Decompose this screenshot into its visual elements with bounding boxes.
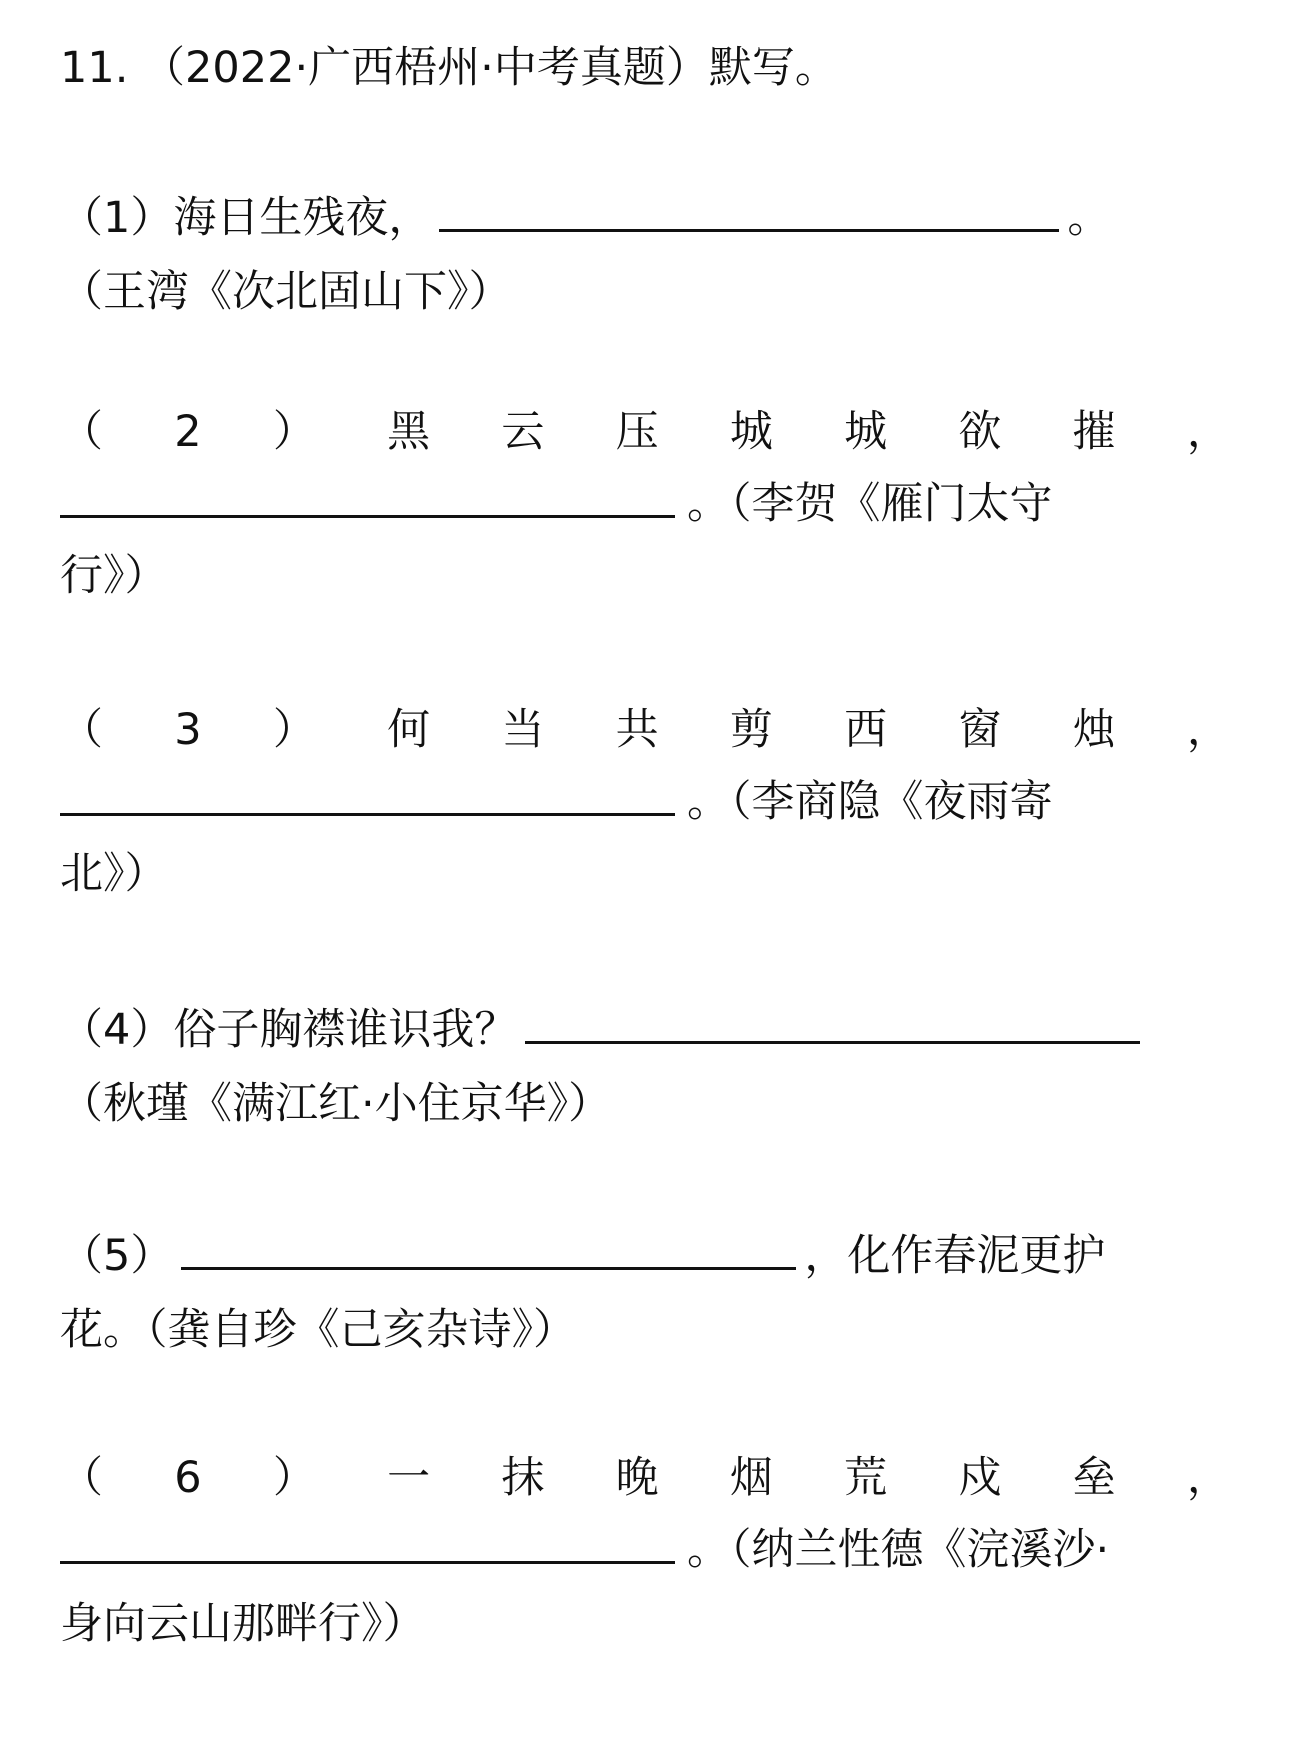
item-2-char: 云 [501, 407, 545, 457]
item-4-blank[interactable] [525, 1001, 1140, 1044]
item-2-after: 。（李贺《雁门太守 [687, 479, 1053, 529]
item-6-char: 抹 [501, 1453, 545, 1503]
item-4-line-1 [60, 1000, 1230, 1060]
item-3-blank[interactable] [60, 773, 675, 816]
item-6-char: 荒 [844, 1453, 888, 1503]
item-1-end: 。 [1067, 193, 1111, 243]
item-6-blank[interactable] [60, 1521, 675, 1564]
item-2-char: 压 [615, 407, 659, 457]
item-2-char: ） [272, 407, 316, 457]
item-3-char: 烛 [1072, 705, 1116, 755]
item-6-char: 戍 [958, 1453, 1002, 1503]
item-3-line-1 [60, 700, 1230, 760]
item-2-source-tail: 行》） [60, 551, 168, 601]
item-6-char: ， [1186, 1453, 1230, 1503]
item-3-after: 。（李商隐《夜雨寄 [687, 777, 1053, 827]
item-3-char: 窗 [958, 705, 1002, 755]
item-3-char: 共 [615, 705, 659, 755]
item-6-line-1 [60, 1448, 1230, 1508]
item-1-line-1 [60, 188, 1230, 248]
item-3-line-2 [60, 772, 1230, 832]
item-6-char: ） [272, 1453, 316, 1503]
item-1-source: （王湾《次北固山下》） [60, 267, 512, 317]
item-3-char: （ [60, 705, 103, 755]
item-2-char: 摧 [1072, 407, 1116, 457]
item-3-char: ， [1186, 705, 1230, 755]
item-2-char: ， [1186, 407, 1230, 457]
item-2-char: 城 [844, 407, 888, 457]
item-1-prompt: 海日生残夜， [173, 193, 432, 243]
item-3-char: 3 [174, 705, 202, 755]
item-6-char: 晚 [615, 1453, 659, 1503]
item-4-prompt: 俗子胸襟谁识我？ [173, 1005, 518, 1055]
item-6-char: 6 [174, 1453, 202, 1503]
item-2-char: 欲 [958, 407, 1002, 457]
item-2-line-1 [60, 402, 1230, 462]
question-header: 11. （2022·广西梧州·中考真题）默写。 [60, 43, 838, 93]
item-2-blank[interactable] [60, 475, 675, 518]
item-4-source: （秋瑾《满江红·小住京华》） [60, 1079, 612, 1129]
item-2-char: （ [60, 407, 103, 457]
item-5-line-1 [60, 1226, 1230, 1286]
item-3-source-tail: 北》） [60, 849, 168, 899]
item-5-source-tail: 花。（龚自珍《己亥杂诗》） [60, 1305, 576, 1355]
item-5-blank[interactable] [181, 1227, 796, 1270]
item-6-source-tail: 身向云山那畔行》） [60, 1599, 426, 1649]
item-5-number: （5） [60, 1231, 174, 1281]
item-4-number: （4） [60, 1005, 174, 1055]
item-6-after: 。（纳兰性德《浣溪沙· [687, 1525, 1110, 1575]
item-6-char: 垒 [1072, 1453, 1116, 1503]
item-6-char: （ [60, 1453, 103, 1503]
item-6-char: 一 [387, 1453, 431, 1503]
item-5-after: ，化作春泥更护 [804, 1231, 1106, 1281]
item-3-char: 何 [387, 705, 431, 755]
item-3-char: 当 [501, 705, 545, 755]
item-1-number: （1） [60, 193, 174, 243]
item-2-char: 黑 [387, 407, 431, 457]
item-2-line-2 [60, 474, 1230, 534]
item-6-char: 烟 [729, 1453, 773, 1503]
item-1-blank[interactable] [439, 189, 1059, 232]
item-2-char: 2 [174, 407, 202, 457]
item-3-char: ） [272, 705, 316, 755]
item-2-char: 城 [729, 407, 773, 457]
item-3-char: 剪 [729, 705, 773, 755]
item-6-line-2 [60, 1520, 1230, 1580]
item-3-char: 西 [844, 705, 888, 755]
